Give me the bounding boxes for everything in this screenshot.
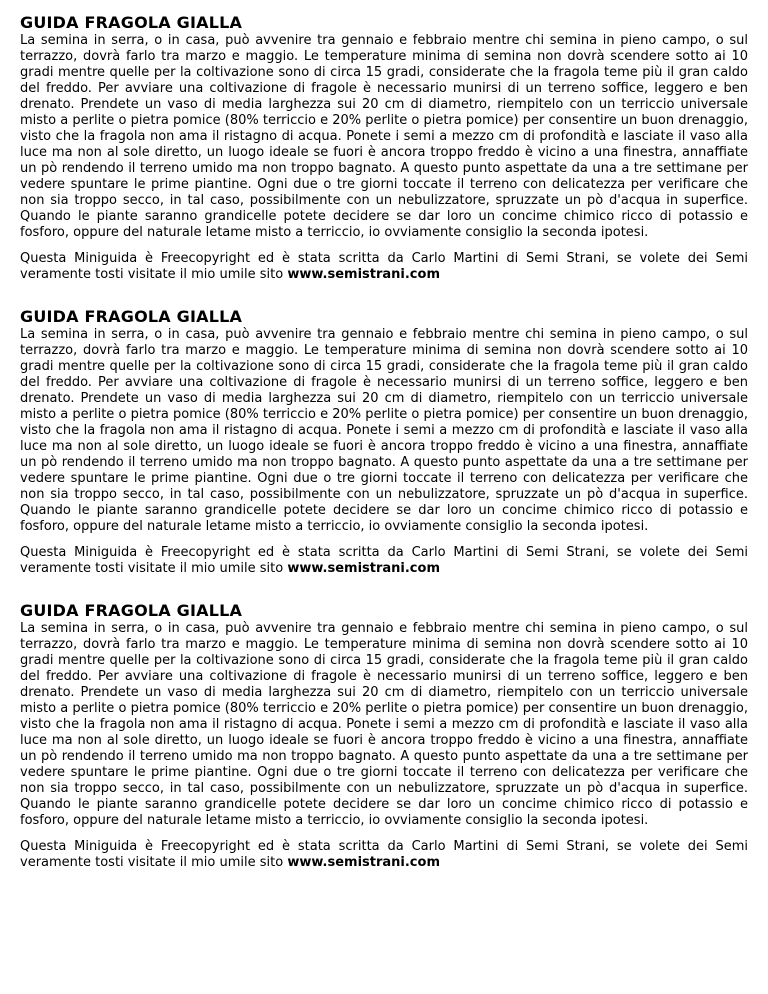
footer-text: Questa Miniguida è Freecopyright ed è stata scritta da Carlo Martini di Semi Strani, se volete dei Semi veramente tosti visitate il mio umile sito <box>20 251 748 282</box>
section-footer <box>20 545 748 577</box>
footer-text: Questa Miniguida è Freecopyright ed è stata scritta da Carlo Martini di Semi Strani, se volete dei Semi veramente tosti visitate il mio umile sito <box>20 839 748 870</box>
section-title: GUIDA FRAGOLA GIALLA <box>20 13 243 32</box>
site-link[interactable]: www.semistrani.com <box>287 561 440 576</box>
section-body: La semina in serra, o in casa, può avvenire tra gennaio e febbraio mentre chi semina in pieno campo, o sul terrazzo, dovrà farlo tra marzo e maggio. Le temperature minima di semina non dovrà scendere sotto ai 10 gradi mentre quelle per la coltivazione sono di circa 15 gradi, considerate che la fragola teme più il gran caldo del freddo. Per avviare una coltivazione di fragole è necessario munirsi di un terreno soffice, leggero e ben drenato. Prendete un vaso di media larghezza sui 20 cm di diametro, riempitelo con un terriccio universale misto a perlite o pietra pomice (80% terriccio e 20% perlite o pietra pomice) per consentire un buon drenaggio, visto che la fragola non ama il ristagno di acqua. Ponete i semi a mezzo cm di profondità e lasciate il vaso alla luce ma non al sole diretto, un luogo ideale se fuori è ancora troppo freddo è vicino a una finestra, annaffiate un pò rendendo il terreno umido ma non troppo bagnato. A questo punto aspettate da una a tre settimane per vedere spuntare le prime piantine. Ogni due o tre giorni toccate il terreno con delicatezza per verificare che non sia troppo secco, in tal caso, possibilmente con un nebulizzatore, spruzzate un pò d'acqua in superfice. Quando le piante saranno grandicelle potete decidere se dar loro un concime chimico ricco di potassio e fosforo, oppure del naturale letame misto a terriccio, io ovviamente consiglio la seconda ipotesi. <box>20 621 748 828</box>
site-link[interactable]: www.semistrani.com <box>287 855 440 870</box>
site-link[interactable]: www.semistrani.com <box>287 267 440 282</box>
guide-section-2 <box>20 307 748 577</box>
section-body: La semina in serra, o in casa, può avvenire tra gennaio e febbraio mentre chi semina in pieno campo, o sul terrazzo, dovrà farlo tra marzo e maggio. Le temperature minima di semina non dovrà scendere sotto ai 10 gradi mentre quelle per la coltivazione sono di circa 15 gradi, considerate che la fragola teme più il gran caldo del freddo. Per avviare una coltivazione di fragole è necessario munirsi di un terreno soffice, leggero e ben drenato. Prendete un vaso di media larghezza sui 20 cm di diametro, riempitelo con un terriccio universale misto a perlite o pietra pomice (80% terriccio e 20% perlite o pietra pomice) per consentire un buon drenaggio, visto che la fragola non ama il ristagno di acqua. Ponete i semi a mezzo cm di profondità e lasciate il vaso alla luce ma non al sole diretto, un luogo ideale se fuori è ancora troppo freddo è vicino a una finestra, annaffiate un pò rendendo il terreno umido ma non troppo bagnato. A questo punto aspettate da una a tre settimane per vedere spuntare le prime piantine. Ogni due o tre giorni toccate il terreno con delicatezza per verificare che non sia troppo secco, in tal caso, possibilmente con un nebulizzatore, spruzzate un pò d'acqua in superfice. Quando le piante saranno grandicelle potete decidere se dar loro un concime chimico ricco di potassio e fosforo, oppure del naturale letame misto a terriccio, io ovviamente consiglio la seconda ipotesi. <box>20 33 748 240</box>
guide-section-3 <box>20 601 748 871</box>
section-title: GUIDA FRAGOLA GIALLA <box>20 307 243 326</box>
section-footer <box>20 251 748 283</box>
section-title: GUIDA FRAGOLA GIALLA <box>20 601 243 620</box>
guide-section-1 <box>20 13 748 283</box>
section-body: La semina in serra, o in casa, può avvenire tra gennaio e febbraio mentre chi semina in pieno campo, o sul terrazzo, dovrà farlo tra marzo e maggio. Le temperature minima di semina non dovrà scendere sotto ai 10 gradi mentre quelle per la coltivazione sono di circa 15 gradi, considerate che la fragola teme più il gran caldo del freddo. Per avviare una coltivazione di fragole è necessario munirsi di un terreno soffice, leggero e ben drenato. Prendete un vaso di media larghezza sui 20 cm di diametro, riempitelo con un terriccio universale misto a perlite o pietra pomice (80% terriccio e 20% perlite o pietra pomice) per consentire un buon drenaggio, visto che la fragola non ama il ristagno di acqua. Ponete i semi a mezzo cm di profondità e lasciate il vaso alla luce ma non al sole diretto, un luogo ideale se fuori è ancora troppo freddo è vicino a una finestra, annaffiate un pò rendendo il terreno umido ma non troppo bagnato. A questo punto aspettate da una a tre settimane per vedere spuntare le prime piantine. Ogni due o tre giorni toccate il terreno con delicatezza per verificare che non sia troppo secco, in tal caso, possibilmente con un nebulizzatore, spruzzate un pò d'acqua in superfice. Quando le piante saranno grandicelle potete decidere se dar loro un concime chimico ricco di potassio e fosforo, oppure del naturale letame misto a terriccio, io ovviamente consiglio la seconda ipotesi. <box>20 327 748 534</box>
section-footer <box>20 839 748 871</box>
footer-text: Questa Miniguida è Freecopyright ed è stata scritta da Carlo Martini di Semi Strani, se volete dei Semi veramente tosti visitate il mio umile sito <box>20 545 748 576</box>
